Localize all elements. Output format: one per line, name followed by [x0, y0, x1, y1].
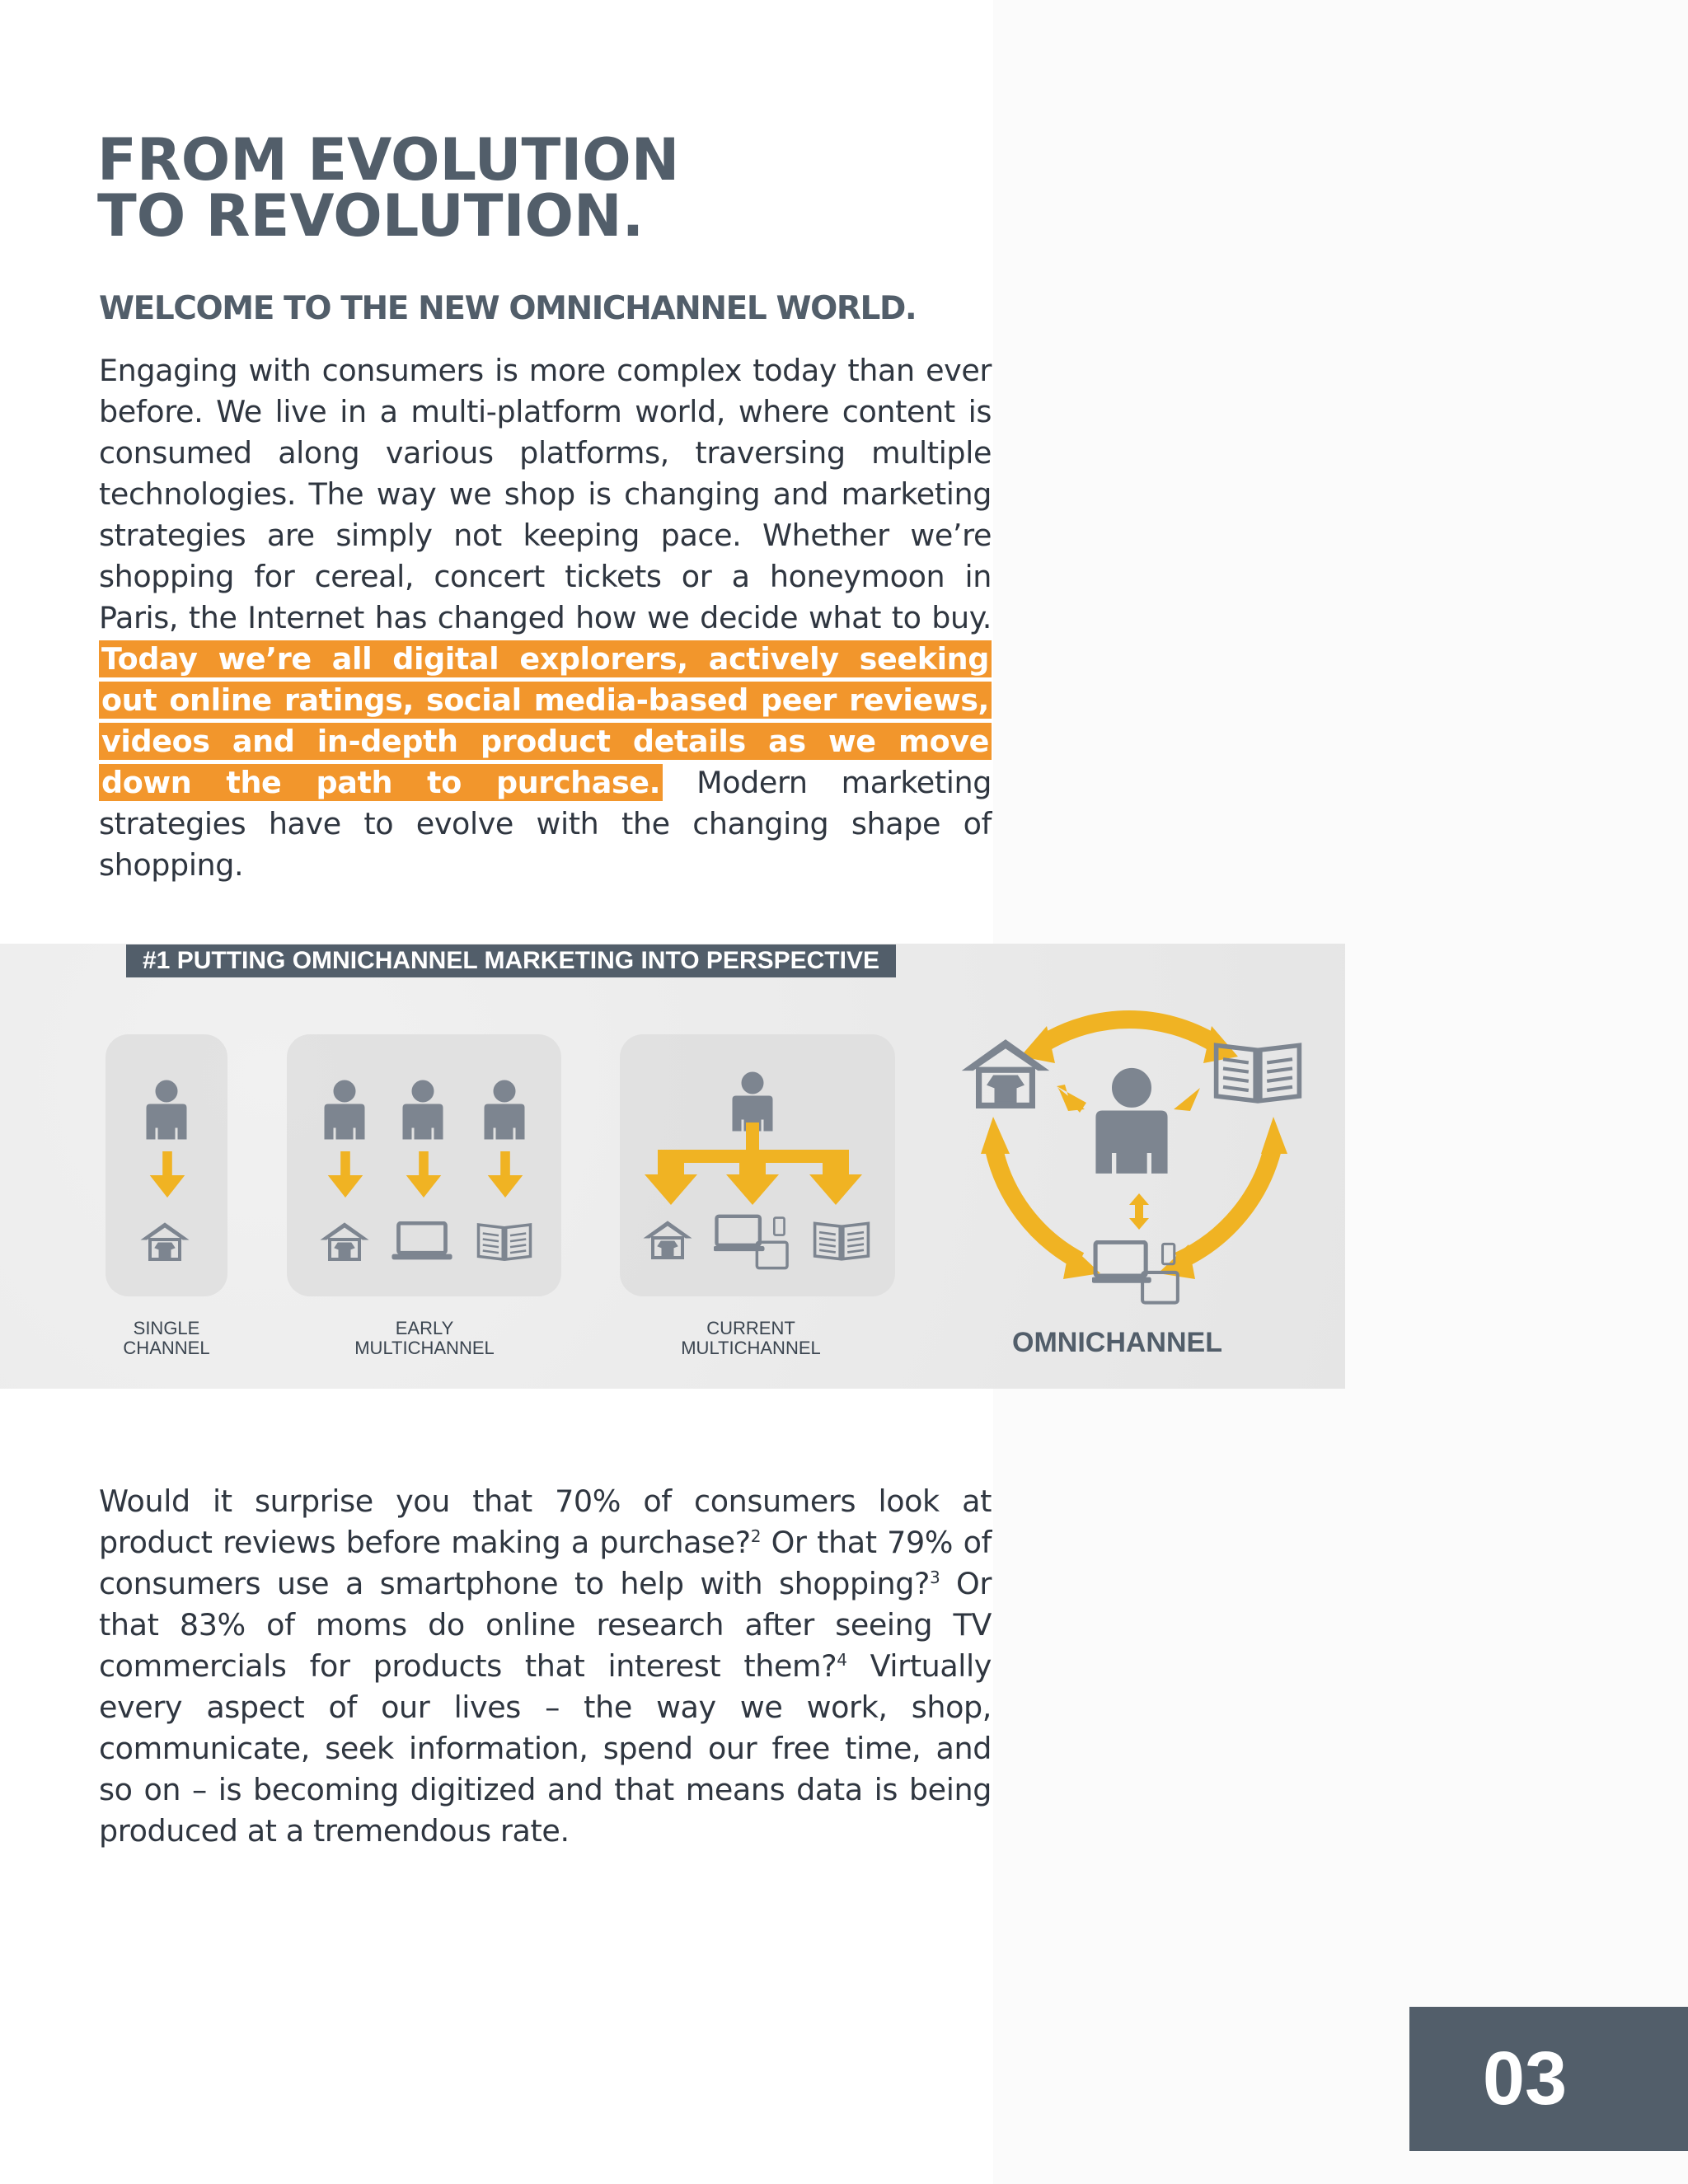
title-line-1: FROM EVOLUTION [97, 126, 680, 194]
devices-icon [714, 1216, 787, 1268]
arrow-down-icon [150, 1151, 185, 1197]
cycle-arrow-left [993, 1146, 1080, 1261]
small-arrow-icon [1058, 1088, 1085, 1111]
book-icon [479, 1225, 531, 1259]
consumer-icon [733, 1072, 772, 1131]
book-icon [815, 1223, 869, 1258]
store-icon [321, 1223, 368, 1259]
footnote-ref-4: 4 [837, 1649, 847, 1670]
stage-label-current-multichannel: CURRENT MULTICHANNEL [681, 1318, 821, 1358]
devices-icon [1092, 1242, 1178, 1302]
page-title [97, 126, 680, 250]
small-arrow-stem [1135, 1203, 1143, 1220]
footnote-ref-2: 2 [750, 1526, 762, 1546]
stat-text-2: Or that 79% of consumers use a smartphone to help with shopping? [99, 1525, 992, 1601]
stat-text-1: Would it surprise you that 70% of consumers look at product reviews before making a purchase? [99, 1483, 992, 1560]
arrow-down-icon [406, 1151, 442, 1197]
store-icon [142, 1223, 188, 1259]
stat-text-4: Virtually every aspect of our lives – the way we work, shop, communicate, seek information, spend our free time, and so on – is becoming digitized and that means data is being produced at a tremendous rate. [99, 1648, 992, 1849]
statistics-paragraph [99, 1481, 992, 1852]
arrow-down-icon [328, 1151, 363, 1197]
small-arrow-icon [1174, 1088, 1200, 1111]
page-number: 03 [1482, 2036, 1568, 2121]
infographic-heading: #1 PUTTING OMNICHANNEL MARKETING INTO PERSPECTIVE [126, 944, 896, 977]
page-subtitle: WELCOME TO THE NEW OMNICHANNEL WORLD. [99, 290, 917, 327]
intro-text-end: Modern marketing strategies have to evolve with the changing shape of shopping. [99, 765, 992, 883]
title-line-2: TO REVOLUTION. [97, 182, 645, 250]
cycle-arrow-top [1045, 1019, 1213, 1043]
consumer-icon [325, 1080, 364, 1139]
laptop-icon [392, 1223, 452, 1259]
stat-text-3: Or that 83% of moms do online research after seeing TV commercials for products that interest them? [99, 1566, 992, 1684]
consumer-icon [485, 1080, 524, 1139]
intro-text-start: Engaging with consumers is more complex today than ever before. We live in a multi-platform world, where content is consumed along various platforms, traversing multiple technologies. The way we shop is changing and marketing strategies are simply not keeping pace. Whether we’re shopping for cereal, concert tickets or a honeymoon in Paris, the Internet has changed how we decide what to buy. [99, 353, 992, 635]
arrow-head-icon [1261, 1117, 1287, 1154]
footnote-ref-3: 3 [930, 1567, 940, 1587]
consumer-icon [147, 1080, 186, 1139]
highlighted-statement: Today we’re all digital explorers, actively seeking out online ratings, social media-based peer reviews, videos and in-depth product details as we move down the path to purchase. [99, 640, 992, 801]
arrow-down-icon [488, 1151, 523, 1197]
store-icon [645, 1221, 691, 1258]
stage-label-early-multichannel: EARLY MULTICHANNEL [354, 1318, 495, 1358]
stage-label-single-channel: SINGLE CHANNEL [123, 1318, 210, 1358]
arrow-head-icon [981, 1117, 1010, 1154]
cycle-arrow-right [1179, 1146, 1273, 1261]
consumer-icon [1096, 1069, 1166, 1173]
arrow-down-icon [726, 1158, 779, 1205]
page-number-box [1409, 2007, 1688, 2151]
consumer-icon [403, 1080, 443, 1139]
stage-label-omnichannel: OMNICHANNEL [1012, 1327, 1222, 1358]
intro-paragraph [99, 350, 992, 886]
